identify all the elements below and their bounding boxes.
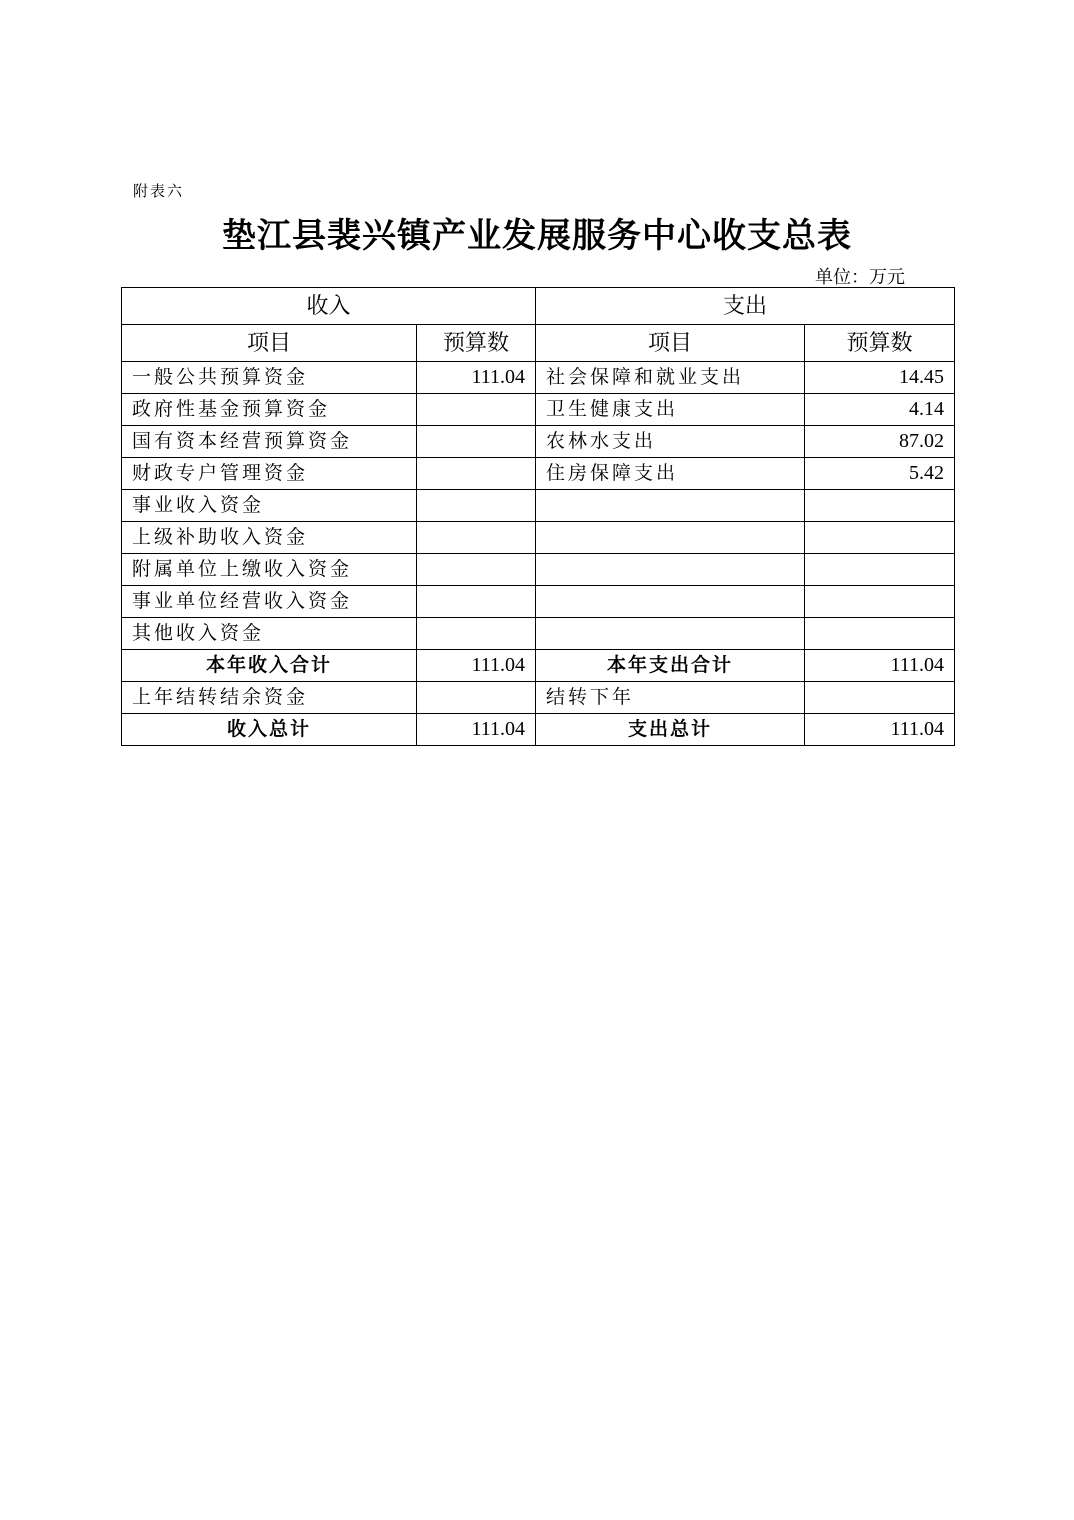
section-header-row [122,288,955,325]
expense-item-cell [536,522,805,554]
expense-value-cell [805,554,955,586]
expense-item-cell: 社会保障和就业支出 [536,362,805,394]
grand-total-row [122,714,955,746]
expense-annual-total-value: 111.04 [805,650,955,682]
expense-value-cell [805,682,955,714]
income-item-cell: 上年结转结余资金 [122,682,417,714]
income-value-cell [417,682,536,714]
income-item-cell: 事业单位经营收入资金 [122,586,417,618]
expense-value-cell: 5.42 [805,458,955,490]
page-title: 垫江县裴兴镇产业发展服务中心收支总表 [222,216,852,256]
table-row [122,522,955,554]
table-row [122,618,955,650]
annex-label: 附表六 [133,182,185,200]
income-grand-total-value: 111.04 [417,714,536,746]
table-row [122,458,955,490]
income-value-cell [417,394,536,426]
income-value-cell: 111.04 [417,362,536,394]
expense-item-cell [536,586,805,618]
income-item-cell: 政府性基金预算资金 [122,394,417,426]
income-annual-total-label: 本年收入合计 [122,650,417,682]
expense-item-cell [536,618,805,650]
income-budget-column-header: 预算数 [417,325,536,362]
expense-item-cell [536,554,805,586]
table-row [122,490,955,522]
income-annual-total-value: 111.04 [417,650,536,682]
expense-item-cell: 卫生健康支出 [536,394,805,426]
income-item-cell: 事业收入资金 [122,490,417,522]
income-item-cell: 一般公共预算资金 [122,362,417,394]
budget-summary-table [121,287,955,746]
expense-value-cell: 87.02 [805,426,955,458]
expense-value-cell [805,522,955,554]
table-row [122,362,955,394]
expense-value-cell [805,490,955,522]
expense-value-cell [805,586,955,618]
income-section-header: 收入 [122,288,536,325]
income-value-cell [417,458,536,490]
table-row [122,394,955,426]
unit-label: 单位：万元 [815,267,905,288]
expense-value-cell: 4.14 [805,394,955,426]
income-value-cell [417,522,536,554]
expense-value-cell [805,618,955,650]
expense-budget-column-header: 预算数 [805,325,955,362]
expense-grand-total-label: 支出总计 [536,714,805,746]
income-item-cell: 其他收入资金 [122,618,417,650]
income-item-cell: 国有资本经营预算资金 [122,426,417,458]
income-value-cell [417,618,536,650]
expense-item-cell: 住房保障支出 [536,458,805,490]
income-item-cell: 财政专户管理资金 [122,458,417,490]
table-row [122,554,955,586]
expense-item-cell: 农林水支出 [536,426,805,458]
expense-value-cell: 14.45 [805,362,955,394]
income-value-cell [417,490,536,522]
expense-item-cell [536,490,805,522]
income-item-cell: 附属单位上缴收入资金 [122,554,417,586]
annual-total-row [122,650,955,682]
column-header-row [122,325,955,362]
income-item-column-header: 项目 [122,325,417,362]
table-row [122,682,955,714]
income-grand-total-label: 收入总计 [122,714,417,746]
table-row [122,586,955,618]
table-row [122,426,955,458]
expense-item-cell: 结转下年 [536,682,805,714]
income-item-cell: 上级补助收入资金 [122,522,417,554]
expense-item-column-header: 项目 [536,325,805,362]
expense-annual-total-label: 本年支出合计 [536,650,805,682]
income-value-cell [417,426,536,458]
income-value-cell [417,586,536,618]
expense-grand-total-value: 111.04 [805,714,955,746]
income-value-cell [417,554,536,586]
expense-section-header: 支出 [536,288,955,325]
